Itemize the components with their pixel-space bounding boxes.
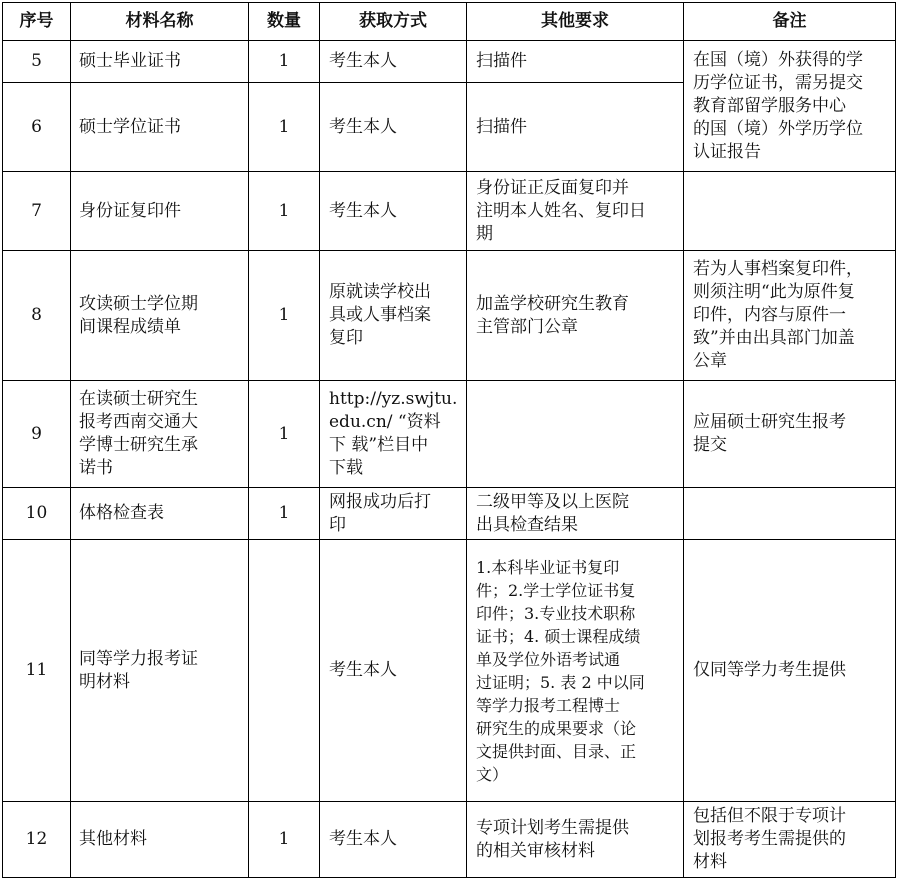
header-name: 材料名称 bbox=[71, 3, 249, 41]
cell-qty: 1 bbox=[249, 251, 320, 381]
cell-remark: 包括但不限于专项计 划报考考生需提供的 材料 bbox=[684, 802, 896, 878]
header-seq: 序号 bbox=[3, 3, 71, 41]
table-row bbox=[3, 381, 896, 488]
cell-method: 考生本人 bbox=[320, 802, 467, 878]
cell-method: 网报成功后打 印 bbox=[320, 488, 467, 540]
cell-name: 攻读硕士学位期 间课程成绩单 bbox=[71, 251, 249, 381]
cell-seq: 5 bbox=[3, 41, 71, 83]
cell-name: 在读硕士研究生 报考西南交通大 学博士研究生承 诺书 bbox=[71, 381, 249, 488]
cell-seq: 9 bbox=[3, 381, 71, 488]
cell-remark bbox=[684, 172, 896, 251]
cell-qty: 1 bbox=[249, 802, 320, 878]
cell-remark: 仅同等学力考生提供 bbox=[684, 540, 896, 802]
cell-remark: 若为人事档案复印件， 则须注明“此为原件复 印件，内容与原件一 致”并由出具部门加盖 公章 bbox=[684, 251, 896, 381]
cell-other bbox=[467, 381, 684, 488]
cell-remark bbox=[684, 488, 896, 540]
cell-other: 二级甲等及以上医院 出具检查结果 bbox=[467, 488, 684, 540]
header-remark: 备注 bbox=[684, 3, 896, 41]
cell-other: 扫描件 bbox=[467, 41, 684, 83]
header-other: 其他要求 bbox=[467, 3, 684, 41]
cell-method: 考生本人 bbox=[320, 540, 467, 802]
header-row bbox=[3, 3, 896, 41]
cell-method: 考生本人 bbox=[320, 83, 467, 172]
table-row bbox=[3, 41, 896, 83]
cell-seq: 6 bbox=[3, 83, 71, 172]
table-row bbox=[3, 488, 896, 540]
cell-name: 身份证复印件 bbox=[71, 172, 249, 251]
cell-method: 原就读学校出 具或人事档案 复印 bbox=[320, 251, 467, 381]
cell-method: http://yz.swjtu. edu.cn/ “资料 下 载”栏目中 下载 bbox=[320, 381, 467, 488]
header-qty: 数量 bbox=[249, 3, 320, 41]
cell-qty: 1 bbox=[249, 381, 320, 488]
table-row bbox=[3, 802, 896, 878]
cell-qty bbox=[249, 540, 320, 802]
cell-method: 考生本人 bbox=[320, 172, 467, 251]
cell-seq: 11 bbox=[3, 540, 71, 802]
table-row bbox=[3, 540, 896, 802]
cell-other: 专项计划考生需提供 的相关审核材料 bbox=[467, 802, 684, 878]
cell-name: 硕士学位证书 bbox=[71, 83, 249, 172]
cell-qty: 1 bbox=[249, 488, 320, 540]
cell-remark: 应届硕士研究生报考 提交 bbox=[684, 381, 896, 488]
table-row bbox=[3, 251, 896, 381]
header-method: 获取方式 bbox=[320, 3, 467, 41]
cell-name: 同等学力报考证 明材料 bbox=[71, 540, 249, 802]
cell-seq: 8 bbox=[3, 251, 71, 381]
cell-remark-merged: 在国（境）外获得的学 历学位证书，需另提交 教育部留学服务中心 的国（境）外学历学位 认证报告 bbox=[684, 41, 896, 172]
cell-name: 其他材料 bbox=[71, 802, 249, 878]
cell-name: 体格检查表 bbox=[71, 488, 249, 540]
table-row bbox=[3, 172, 896, 251]
cell-other: 1.本科毕业证书复印 件；2.学士学位证书复 印件；3.专业技术职称 证书；4. 硕士课程成绩 单及学位外语考试通 过证明；5. 表 2 中以同 等学力报考工程博士 研究生的成果要求（论 文提供封面、目录、正 文） bbox=[467, 540, 684, 802]
cell-method: 考生本人 bbox=[320, 41, 467, 83]
materials-table bbox=[2, 2, 896, 878]
cell-qty: 1 bbox=[249, 172, 320, 251]
cell-other: 扫描件 bbox=[467, 83, 684, 172]
cell-qty: 1 bbox=[249, 41, 320, 83]
cell-seq: 7 bbox=[3, 172, 71, 251]
cell-seq: 10 bbox=[3, 488, 71, 540]
cell-other: 加盖学校研究生教育 主管部门公章 bbox=[467, 251, 684, 381]
cell-other: 身份证正反面复印并 注明本人姓名、复印日 期 bbox=[467, 172, 684, 251]
cell-seq: 12 bbox=[3, 802, 71, 878]
cell-name: 硕士毕业证书 bbox=[71, 41, 249, 83]
cell-qty: 1 bbox=[249, 83, 320, 172]
